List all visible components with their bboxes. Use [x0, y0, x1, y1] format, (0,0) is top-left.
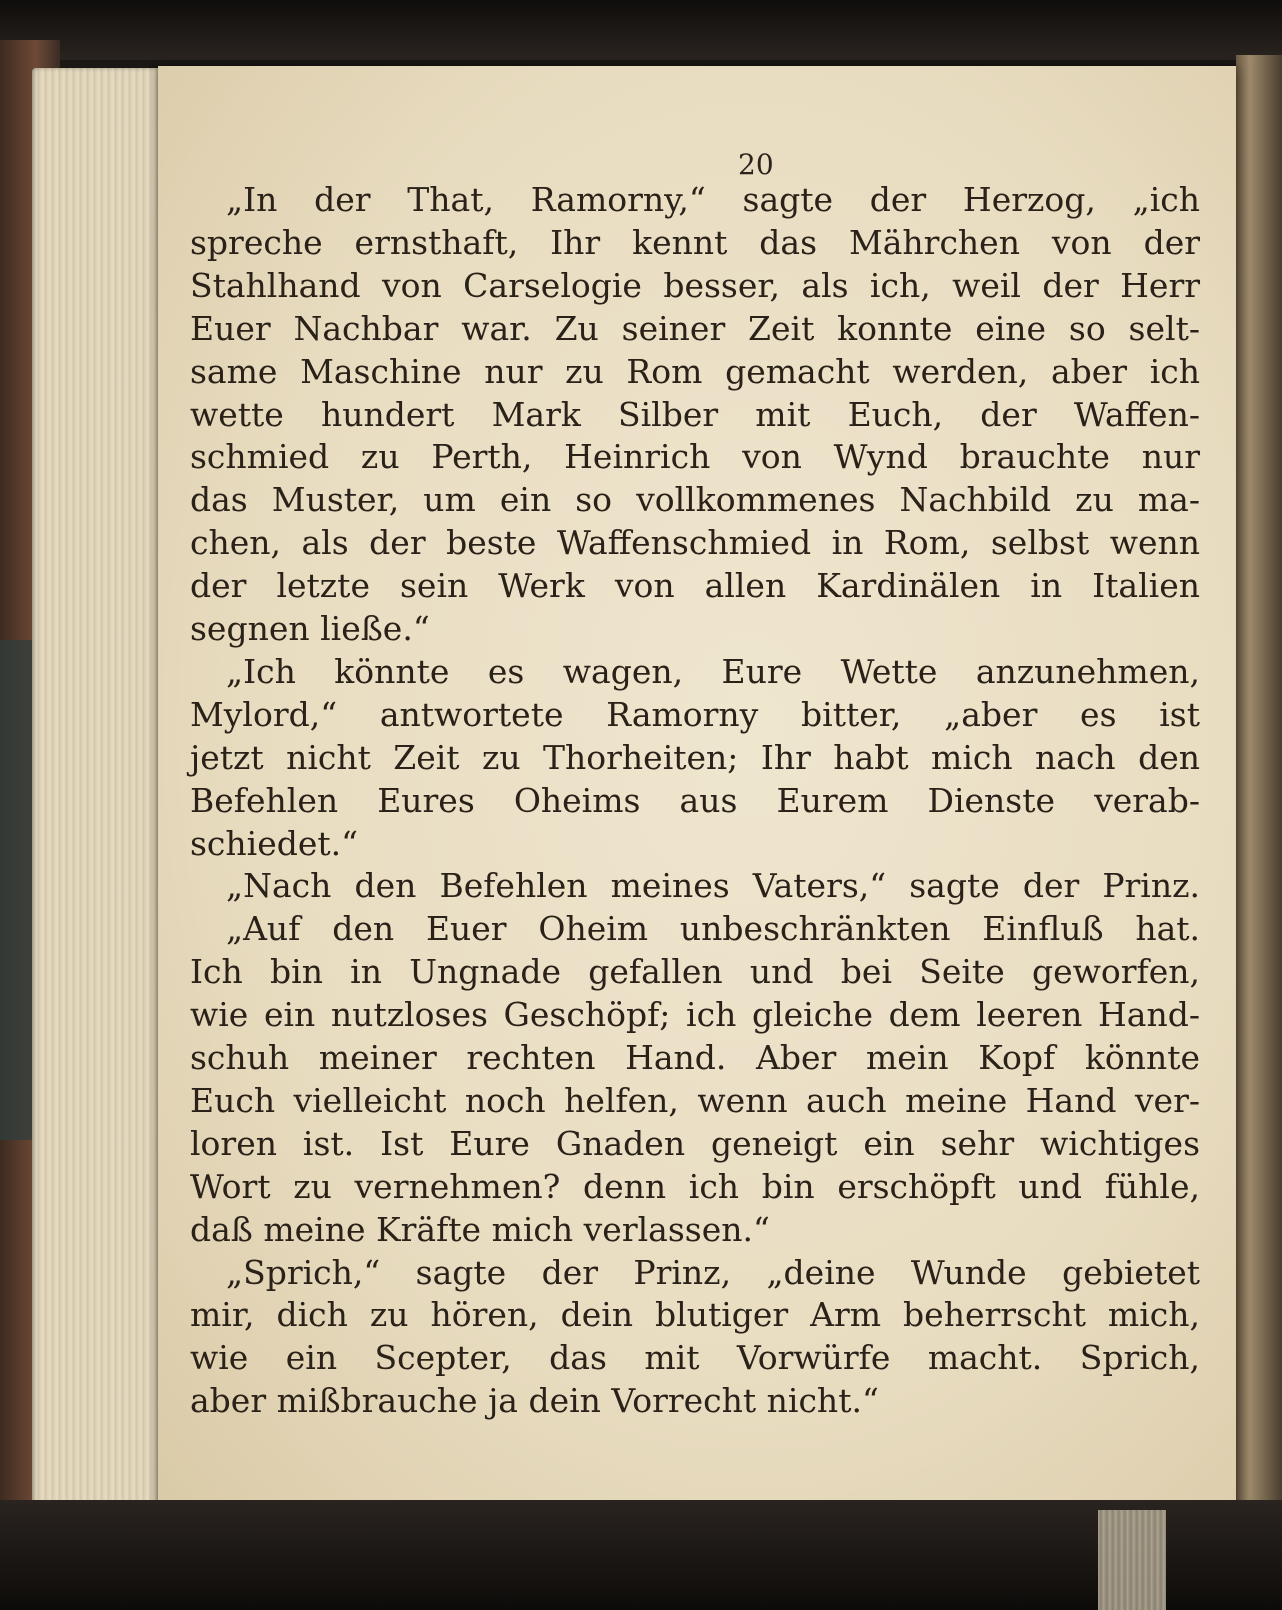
text-line: Euch vielleicht noch helfen, wenn auch meine Hand ver-	[190, 1080, 1200, 1120]
text-line: schiedet.“	[190, 823, 359, 863]
text-line: schuh meiner rechten Hand. Aber mein Kopf könnte	[190, 1038, 1200, 1077]
facing-page-edge	[1236, 55, 1282, 1530]
bookmark-ribbon	[1098, 1510, 1166, 1610]
text-line: loren ist. Ist Eure Gnaden geneigt ein sehr wichtiges	[190, 1123, 1200, 1163]
text-line: segnen ließe.“	[190, 609, 430, 648]
text-line: „Nach den Befehlen meines Vaters,“ sagte der Prinz.	[226, 866, 1200, 906]
text-line: schmied zu Perth, Heinrich von Wynd brauchte nur	[190, 437, 1200, 477]
text-line: der letzte sein Werk von allen Kardinälen in Italien	[190, 566, 1200, 606]
text-line: Mylord,“ antwortete Ramorny bitter, „aber es ist	[190, 694, 1200, 734]
scan-top-background	[0, 0, 1282, 60]
text-line: Befehlen Eures Oheims aus Eurem Dienste verab-	[190, 780, 1200, 820]
text-line: Stahlhand von Carselogie besser, als ich, weil der Herr	[190, 265, 1200, 305]
scan-bottom-background	[0, 1500, 1282, 1610]
text-line: Wort zu vernehmen? denn ich bin erschöpft und fühle,	[190, 1166, 1200, 1206]
text-line: wie ein nutzloses Geschöpf; ich gleiche dem leeren Hand-	[190, 995, 1200, 1035]
text-line: daß meine Kräfte mich verlassen.“	[190, 1209, 770, 1249]
text-line: aber mißbrauche ja dein Vorrecht nicht.“	[190, 1381, 879, 1421]
text-line: wie ein Scepter, das mit Vorwürfe macht. Sprich,	[190, 1338, 1200, 1378]
text-line: mir, dich zu hören, dein blutiger Arm beherrscht mich,	[190, 1295, 1200, 1335]
text-line: Euer Nachbar war. Zu seiner Zeit konnte eine so selt-	[190, 308, 1200, 348]
text-line: „Auf den Euer Oheim unbeschränkten Einfluß hat.	[226, 909, 1200, 949]
text-line: „In der That, Ramorny,“ sagte der Herzog, „ich	[226, 180, 1200, 219]
page-number: 20	[738, 148, 774, 181]
text-line: same Maschine nur zu Rom gemacht werden, aber ich	[190, 351, 1200, 391]
text-line: wette hundert Mark Silber mit Euch, der Waffen-	[190, 394, 1200, 434]
text-line: das Muster, um ein so vollkommenes Nachbild zu ma-	[190, 480, 1200, 520]
text-line: jetzt nicht Zeit zu Thorheiten; Ihr habt mich nach den	[190, 737, 1200, 777]
text-line: spreche ernsthaft, Ihr kennt das Mährchen von der	[190, 222, 1200, 262]
text-line: „Ich könnte es wagen, Eure Wette anzunehmen,	[226, 651, 1200, 691]
text-line: Ich bin in Ungnade gefallen und bei Seite geworfen,	[190, 952, 1200, 992]
text-line: „Sprich,“ sagte der Prinz, „deine Wunde gebietet	[226, 1252, 1200, 1292]
text-line: chen, als der beste Waffenschmied in Rom, selbst wenn	[190, 523, 1200, 563]
